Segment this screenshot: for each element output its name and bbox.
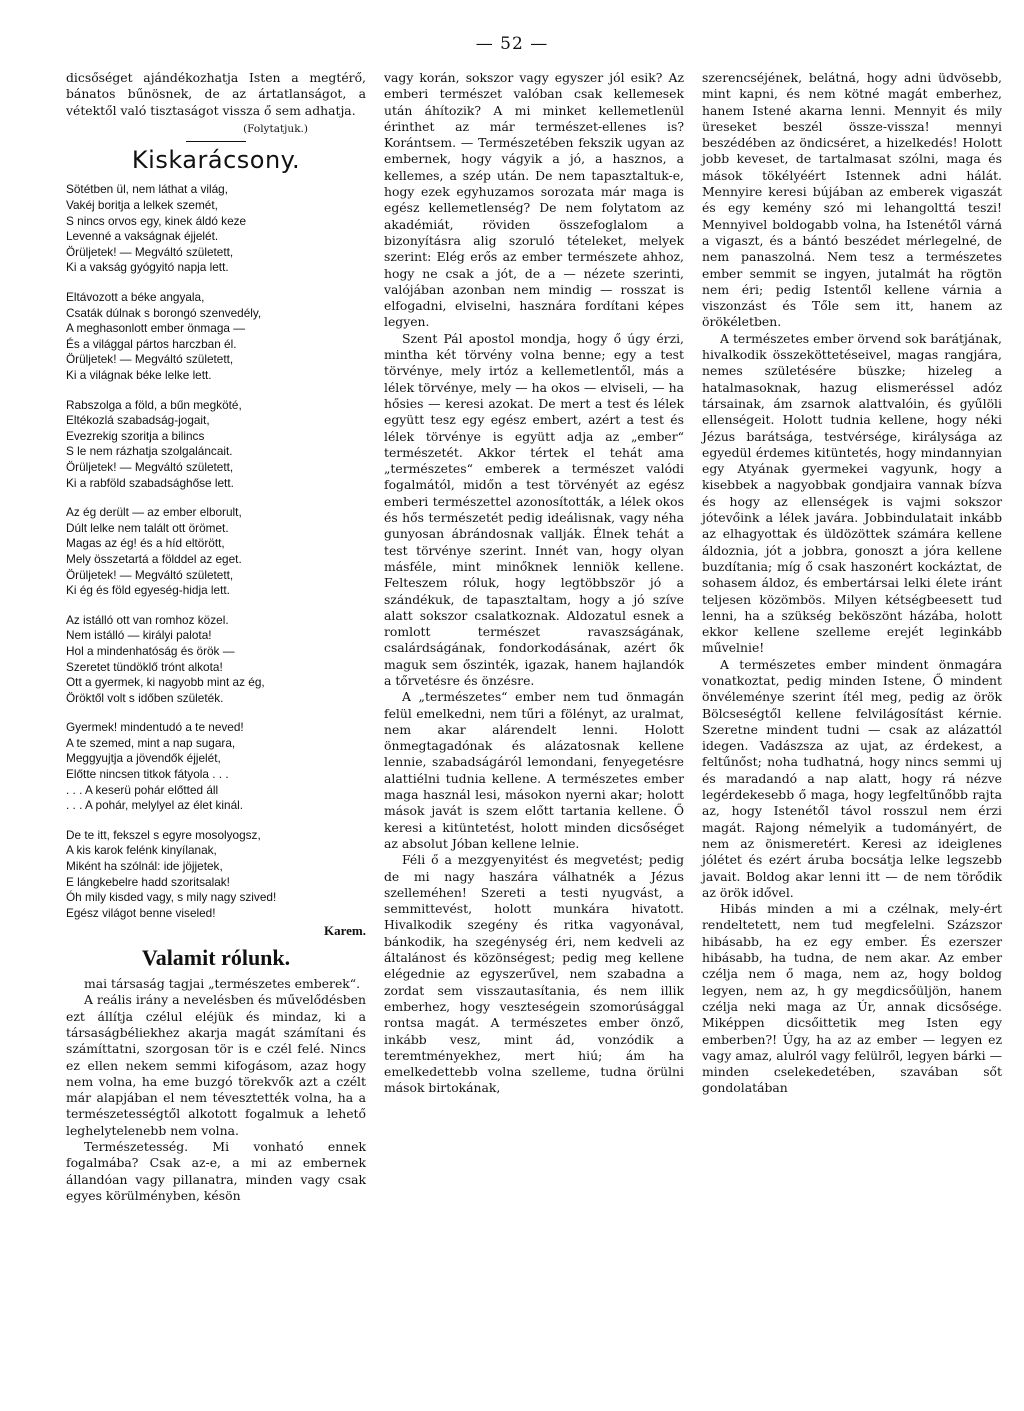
poem-line: És a világgal pártos harczban él.: [66, 336, 237, 351]
poem-line: Az istálló ott van romhoz közel.: [66, 612, 229, 627]
poem-line: Előtte nincsen titkok fátyola . . .: [66, 767, 229, 782]
poem-line: Örüljetek! — Megváltó született,: [66, 244, 234, 259]
poem-line: A meghasonlott ember önmaga —: [66, 321, 246, 336]
page-number: — 52 —: [475, 34, 549, 54]
poem-line: Vakéj boritja a lelkek szemét,: [66, 198, 218, 213]
poem-line: Örüljetek! — Megváltó született,: [66, 459, 234, 474]
poem-line: Nem istálló — királyi palota!: [66, 628, 212, 643]
poem-line: Mely összetartá a földdel az eget.: [66, 551, 242, 566]
poem-stanza: [66, 720, 366, 814]
article-paragraph: mai társaság tagjai „természetes emberek“.: [84, 976, 361, 992]
article-paragraph: Hibás minden a mi a czélnak, mely-ért rendeltetett, nem tud megfelelni. Százszor hibásabb, ha ez egy ember. És ezerszer hibásabb, ha tudna, de nem akar. Az ember czélja nem ő maga, nem az, hogy boldog legyen, nem az, h gy megdicsőüljön, hanem czélja neki maga az Úr, annak dicsősége. Miképpen dicsőittetik meg Isten egy emberben?! Úgy, ha az az ember — legyen ez vagy amaz, alulról vagy felülről, legyen bárki — minden cselekedetében, szavában sőt gondolatában: [702, 901, 1002, 1096]
article-paragraph: Féli ő a mezgyenyitést és megvetést; pedig de mi nagy haszára válhatnék a Jézus szelleméhen! Szereti a testi nyugvást, a semmittevést, holott munkára hivatott. Hivalkodik szegény és ritka vagyonával, bánkodik, ha szegénység éri, nem kedveli az általánost és közönségest; pedig meg kellene elégednie az egyszerűvel, nem szabadna a zordat sem visszautasítania, és nem illik emberhez, hogy veszteségein szomorúsággal rontsa magát. A természetes ember önző, inkább vesz, mint ád, vonzódik a teremtményekhez, mert hiú; ám ha emelkedettebb volna szelleme, tudna örülni mások birtokának,: [384, 852, 684, 1096]
poem-stanza: [66, 182, 366, 276]
poem-line: Óh mily kisded vagy, s mily nagy szived!: [66, 890, 277, 905]
poem-title: Kiskarácsony.: [131, 146, 301, 175]
poem-line: Egész világot benne viseled!: [66, 905, 216, 920]
article-title: Valamit rólunk.: [141, 944, 291, 970]
article-paragraph: szerencséjének, belátná, hogy adni üdvösebb, mint kapni, és nem kötné magát emberhez, hanem Istené akarna lenni. Mennyit és mily üreseket beszél össze-vissza! mennyi beszédében az öndicséret, a hizelkedés! Holott jobb keveset, de tartalmasat szólni, maga és mások tökélyéért Istennek adni hálát. Mennyire keresi bújában az emberek vigaszát és egy kemény szó mi lehangolttá teszi! Mennyivel boldogabb volna, ha Istenétől várná a vigaszt, és a bántó beszédet mérlegelné, de nem panaszolná. Nem tesz a természetes ember semmit se ingyen, jutalmát ha rögtön nem éri; pedig Istentől kellene várnia a viszonzást és Tőle sem itt, hanem az örökéletben.: [702, 70, 1002, 330]
poem-line: Sötétben ül, nem láthat a világ,: [66, 182, 228, 197]
poem-line: De te itt, fekszel s egyre mosolyogsz,: [66, 827, 261, 842]
poem-line: S nincs orvos egy, kinek áldó keze: [66, 213, 247, 228]
poem-line: S le nem rázhatja szolgaláncait.: [66, 444, 233, 459]
column-left: [66, 70, 366, 1204]
poem-line: Levenné a vakságnak éjjelét.: [66, 229, 219, 244]
poem-line: Evezrekig szoritja a bilincs: [66, 428, 205, 443]
poem-line: Rabszolga a föld, a bűn megköté,: [66, 397, 242, 412]
article-paragraph: vagy korán, sokszor vagy egyszer jól esik? Az emberi természet valóban csak kellemesek után áhítozik? A mi minket kellemetlenül érinthet az már természet-ellenes is? Korántsem. — Természetében fekszik ugyan az embernek, hogy vágyik a jó, a hasznos, a kellemes, a szép után. De nem tapasztaltuk-e, hogy ezek egyhuzamos sorozata már maga is egész kellemetlenség? De nem folytatom az akadémiát, röviden összefoglalom a bizonyításra alig szoruló tételeket, melyek szerint: Elég erős az ember természete ahhoz, hogy ne csak a jót, de a — nézete szerinti, valójában azonban nem mindig — rosszat is elfogadni, elviselni, hasznára fordítani képes legyen.: [384, 70, 684, 330]
intro-paragraph: dicsőséget ajándékozhatja Isten a megtérő, bánatos bűnösnek, de az ártatlanságot, a vétektől való tisztaságot vissza ő sem adhatja.: [66, 70, 366, 118]
poem-stanza: [66, 290, 366, 384]
poem-line: Csaták dúlnak s borongó szenvedély,: [66, 305, 262, 320]
poem-line: Ki ég és föld egyeség-hidja lett.: [66, 583, 230, 598]
poem-line: Ki a világnak béke lelke lett.: [66, 368, 212, 383]
poem-stanza: [66, 828, 366, 922]
poem-line: Hol a mindenhatóság és örök —: [66, 643, 235, 658]
poem-stanza: [66, 613, 366, 707]
poem-line: Miként ha szólnál: ide jöjjetek,: [66, 859, 223, 874]
poem-line: Az ég derült — az ember elborult,: [66, 505, 242, 520]
article-paragraph: Szent Pál apostol mondja, hogy ő úgy érzi, mintha két törvény volna benne; egy a test törvénye, mely irtóz a kellemetlentől, más a lélek törvénye, mely — ha okos — elviseli, — ha hősies — keresi azokat. De mert a test és lélek együtt tesz egy egész embert, azért a test és lélek törvénye is együtt adja az „ember“ természetét. Akkor tértek el tehát ama „természetes“ emberek a természet valódi fogalmától, midőn a test törvényét az egész emberi természettel azonosították, a lélek okos és hős természetét pedig ideálisnak, vagy néha gunyosan ábrándosnak vallják. Élnek tehát a test törvénye szerint. Innét van, hogy olyan másféle, mint minőknek lenniök kellene. Felteszem róluk, hogy legtöbbször jó a szándékuk, de tapasztaltam, hogy a jó szíve alatt sokszor csalatkoznak. Aldozatul esnek a romlott természet ravaszságának, csalárdságának, fondorkodásának, azért ők maguk sem őszinték, igazak, hanem hajlandók a tőrvetésre és önzésre.: [384, 330, 684, 688]
column-right: [702, 70, 1002, 1097]
poem-line: Örüljetek! — Megváltó született,: [66, 352, 234, 367]
poem-line: Gyermek! mindentudó a te neved!: [66, 720, 244, 735]
continuation-note: (Folytatjuk.): [243, 122, 308, 135]
article-paragraph: A természetes ember örvend sok barátjának, hivalkodik összeköttetéseivel, magas rangjára, nemes születésére büszke; hizeleg a hatalmasoknak, hazug elismeréssel adóz társainak, ám zsarnok alattvalóin, és gyűlöli ellenségeit. Holott tudnia kellene, hogy néki Jézus barátsága, testvérsége, királysága az egyedül érdemes kitüntetés, hogy mindannyian egy Atyának gyermekei vagyunk, hogy a kisebbek a nagyobbak gondjaira vannak bízva és hogy az ellenségek is vajmi sokszor jótevőink a lélek javára. Jobbindulatait inkább az elhagyottak és üldözöttek számára kellene áldoznia, jót a jobbra, gonoszt a jóra kellene buzdítania; míg ő csak haszonért kockáztat, de sohasem áldoz, és embertársai lelki élete iránt teljesen közömbös. Milyen kétségbeesett tud lenni, ha a szükség beköszönt házába, holott ekkor kellene szelleme erejét leginkább művelnie!: [702, 330, 1002, 656]
poem-line: . . . A keserü pohár előtted áll: [66, 782, 219, 797]
poem-line: A kis karok felénk kinyílanak,: [66, 843, 217, 858]
poem-line: Magas az ég! és a híd eltörött,: [66, 536, 225, 551]
poem-line: Örüljetek! — Megváltó született,: [66, 567, 234, 582]
poem-line: Eltávozott a béke angyala,: [66, 290, 205, 305]
poem-line: Ki a vakság gyógyitó napja lett.: [66, 260, 229, 275]
article-paragraph: A természetes ember mindent önmagára vonatkoztat, pedig minden Istene, Ő mindent önvéleménye szerint ítél meg, pedig az örök Bölcseségtől kellene felvilágosítást kérnie. Szeretne mindent tudni — csak az alázattól idegen. Vadászsza az ujat, az érdekest, a feltűnőst; noha tudhatná, hogy nincs semmi uj és maradandó a nap alatt, hogy rá nézve legérdekesebb ő maga, hogy legfeltűnőbb rajta az, hogy Istenétől távol rosszul nem érzi magát. Rajong némelyik a tudományért, de nem az önismeretért. Keresi az ideiglenes jólétet és ezért áruba bocsátja lelke legszebb javait. Boldog akar lenni itt — de nem törődik az örök idővel.: [702, 656, 1002, 900]
poem: [66, 182, 366, 921]
poem-stanza: [66, 505, 366, 599]
poem-line: Dúlt lelke nem talált ott örömet.: [66, 520, 229, 535]
poem-line: A te szemed, mint a nap sugara,: [66, 735, 236, 750]
divider: [186, 141, 246, 142]
article-paragraph: Természetesség. Mi vonható ennek fogalmába? Csak az-e, a mi az embernek állandóan vagy pillanatra, minden vagy csak egyes körülményben, késön: [66, 1138, 366, 1203]
poem-signature: Karem.: [324, 923, 366, 939]
poem-line: E lángkebelre hadd szoritsalak!: [66, 874, 230, 889]
poem-line: Szeretet tündöklő trónt alkota!: [66, 659, 223, 674]
poem-line: Öröktől volt s időben születék.: [66, 690, 224, 705]
article-paragraph: A reális irány a nevelésben és művelődésben ezt állítja czélul eléjük és mindaz, ki a társaságbéliekhez akarja magát számítani és számíttatni, szorgosan tör is e czél felé. Nincs ez ellen nekem semmi kifogásom, azaz hogy nem volna, ha eme buzgó törekvők azt a czélt már alapjában el nem tévesztették volna, ha a természetességtől alkotott fogalmuk a lehető leghelytelenebb nem volna.: [66, 992, 366, 1138]
poem-stanza: [66, 398, 366, 492]
poem-line: Ott a gyermek, ki nagyobb mint az ég,: [66, 675, 265, 690]
poem-line: Meggyujtja a jövendők éjjelét,: [66, 751, 221, 766]
poem-line: Ki a rabföld szabadsághőse lett.: [66, 475, 234, 490]
column-middle: [384, 70, 684, 1097]
poem-line: . . . A pohár, melylyel az élet kinál.: [66, 798, 244, 813]
article-paragraph: A „természetes“ ember nem tud önmagán felül emelkedni, nem tűri a fölényt, az uralmat, nem akar alárendelt lenni. Holott önmegtagadónak és alázatosnak kellene lennie, szabadságáról lemondani, fenyegetésre alattiélni tudnia kellene. A természetes ember maga használ lesi, másokon nyerni akar; holott mások javát is szem előtt tartania kellene. Ő keresi a kitüntetést, holott minden dicsőséget az absolut Jóban kellene lelnie.: [384, 689, 684, 851]
poem-line: Eltékozlá szabadság-jogait,: [66, 413, 210, 428]
